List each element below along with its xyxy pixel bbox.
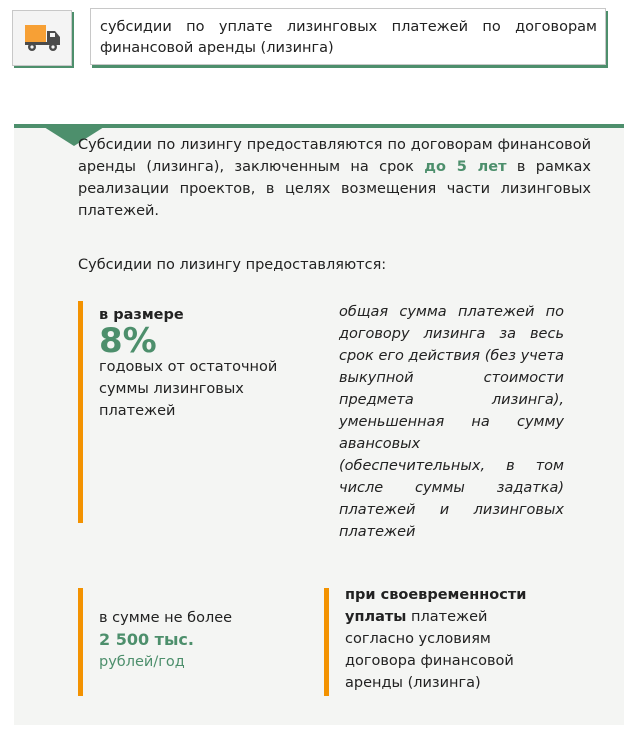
term-highlight: до 5 лет — [424, 159, 507, 175]
accent-bar-condition — [324, 588, 329, 696]
limit-label: в сумме не более — [99, 610, 233, 626]
accent-bar-rate — [78, 301, 83, 523]
subheading: Субсидии по лизингу предоставляются: — [78, 257, 387, 273]
condition-block — [345, 584, 555, 694]
truck-icon — [25, 23, 61, 53]
limit-block — [99, 607, 289, 673]
condition-bold: при своевременности уплаты — [345, 587, 527, 625]
rate-base-note: общая сумма платежей по договору лизинга за весь срок его действия (без учета выкупной стоимости предмета лизинга), уменьшенная на сумму авансовых (обеспечительных, в том числе суммы задатка) платежей и лизинговых платежей — [339, 304, 564, 540]
intro-text-after: в рамках реализации проектов, в целях возмещения части лизинговых платежей. — [78, 159, 591, 219]
truck-icon-box — [12, 10, 72, 66]
rate-value: 8% — [99, 321, 157, 361]
rate-description: годовых от остаточной суммы лизинговых платежей — [99, 359, 278, 419]
condition-text: платежей согласно условиям договора финансовой аренды (лизинга) — [345, 609, 514, 691]
accent-bar-limit — [78, 588, 83, 696]
content-panel — [14, 124, 624, 725]
rate-block — [99, 304, 284, 422]
limit-unit: рублей/год — [99, 654, 185, 670]
header-title: субсидии по уплате лизинговых платежей по договорам финансовой аренды (лизинга) — [90, 8, 606, 65]
rate-label: в размере — [99, 307, 184, 323]
intro-paragraph — [78, 134, 591, 222]
intro-text-before: Субсидии по лизингу предоставляются по договорам финансовой аренды (лизинга), заключенным на срок — [78, 137, 591, 175]
limit-value: 2 500 тыс. — [99, 630, 194, 649]
